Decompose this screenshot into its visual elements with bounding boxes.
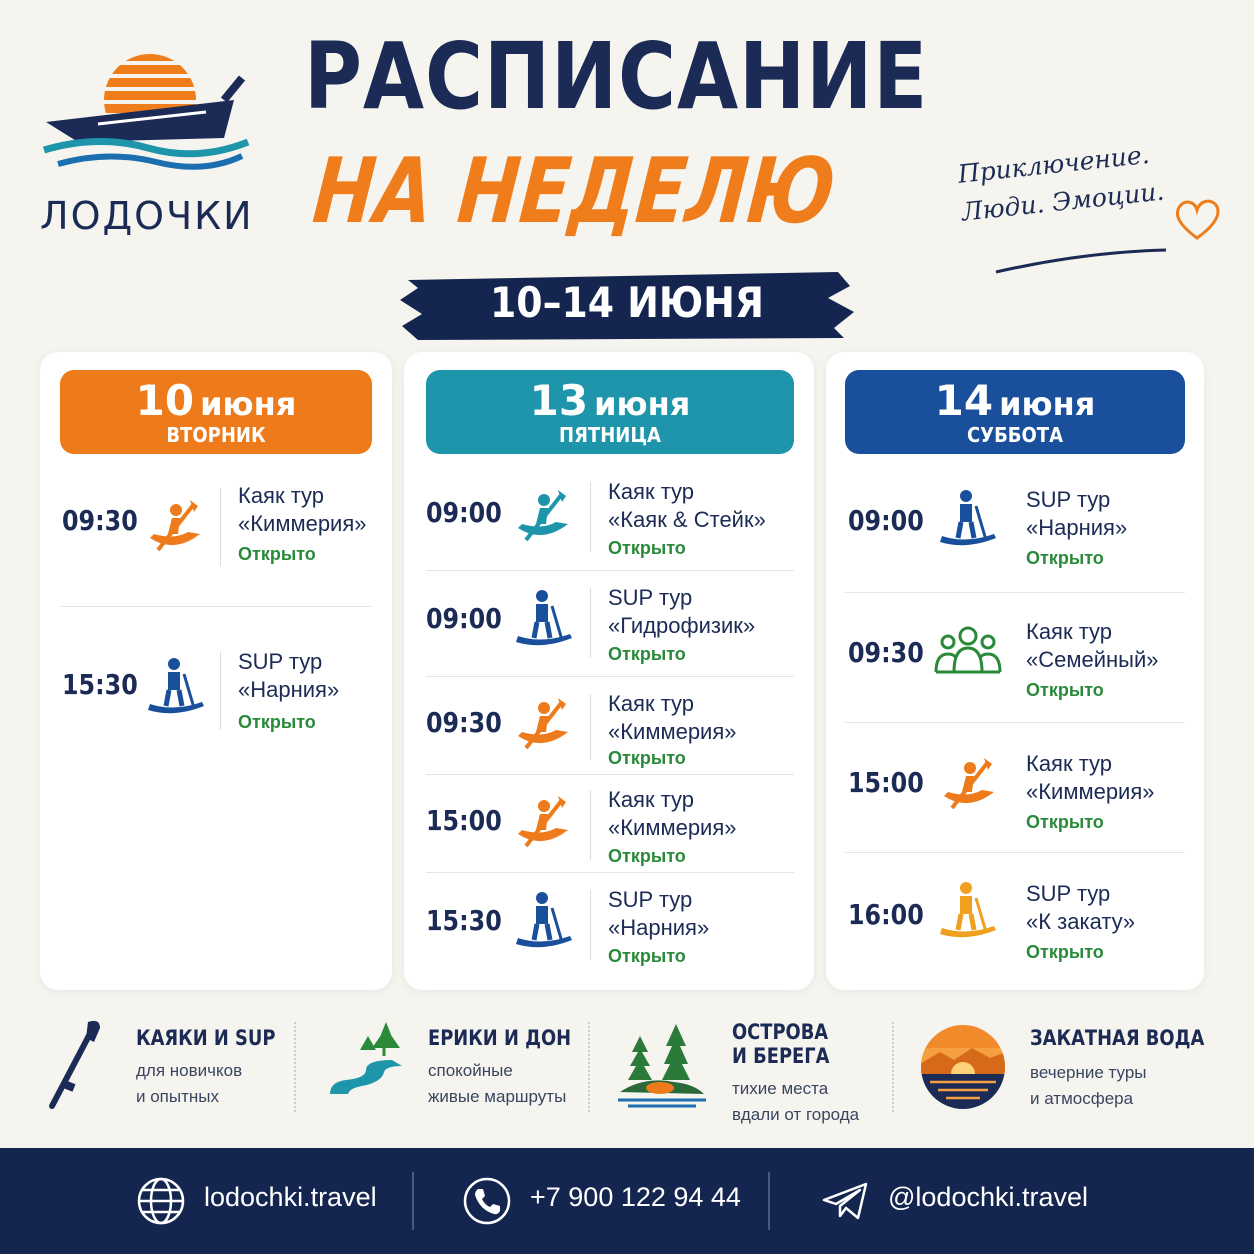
slogan-underline (994, 246, 1170, 276)
day-month: июня (594, 385, 691, 423)
event-time: 16:00 (848, 898, 924, 931)
event-name-line1: Каяк тур (1026, 751, 1113, 776)
event-time: 15:30 (62, 668, 138, 701)
sup-sunset-icon (936, 880, 1000, 946)
event-status: Открыто (608, 538, 686, 558)
brand-logo (38, 38, 258, 238)
paddle-icon (44, 1018, 104, 1112)
schedule-row[interactable] (424, 786, 792, 886)
event-status: Открыто (238, 544, 316, 564)
event-name-line2: «Гидрофизик» (608, 613, 756, 638)
day-month: июня (999, 385, 1096, 423)
phone-link[interactable] (462, 1148, 742, 1254)
globe-icon (136, 1176, 186, 1226)
event-time: 09:30 (62, 504, 138, 537)
event-name-line1: SUP тур (1026, 487, 1111, 512)
phone-text: +7 900 122 94 44 (530, 1182, 741, 1212)
sunset-icon (920, 1024, 1006, 1110)
day-header (426, 370, 794, 454)
event-name-line1: Каяк тур (238, 483, 325, 508)
event-name-line2: «Каяк & Стейк» (608, 507, 766, 532)
event-name-line2: «Нарния» (238, 677, 340, 702)
event-name-line1: Каяк тур (608, 691, 695, 716)
feature-title-line2: И БЕРЕГА (732, 1044, 830, 1068)
sup-icon (512, 588, 576, 652)
event-status: Открыто (238, 712, 316, 732)
day-column-2 (404, 352, 814, 990)
sup-icon (512, 890, 576, 954)
kayak-icon (144, 498, 204, 558)
feature-title: КАЯКИ И SUP (136, 1026, 276, 1050)
boat-sun-icon (38, 38, 258, 188)
kayak-icon (512, 488, 572, 548)
event-time: 09:00 (848, 504, 924, 537)
telegram-link[interactable] (820, 1148, 1090, 1254)
kayak-icon (512, 794, 572, 854)
day-weekday: ВТОРНИК (166, 423, 266, 447)
river-icon (326, 1018, 404, 1098)
family-icon (934, 626, 1002, 676)
slogan-line-2: Люди. Эмоции. (960, 176, 1166, 227)
date-range-banner (398, 268, 856, 342)
telegram-text: @lodochki.travel (888, 1182, 1088, 1212)
event-time: 15:30 (426, 904, 502, 937)
schedule-row[interactable] (846, 486, 1186, 586)
day-month: июня (200, 385, 297, 423)
kayak-icon (512, 696, 572, 756)
sup-icon (144, 656, 208, 720)
event-name-line2: «Нарния» (608, 915, 710, 940)
event-status: Открыто (608, 846, 686, 866)
day-weekday: СУББОТА (966, 423, 1064, 447)
website-text: lodochki.travel (204, 1182, 377, 1212)
phone-icon (462, 1176, 512, 1226)
schedule-row[interactable] (424, 886, 792, 986)
day-column-1 (40, 352, 392, 990)
feature-desc-line2: живые маршруты (428, 1087, 567, 1106)
feature-title: ОСТРОВА (732, 1020, 829, 1044)
kayak-icon (938, 756, 998, 816)
event-time: 09:00 (426, 602, 502, 635)
event-time: 15:00 (848, 766, 924, 799)
event-time: 09:30 (426, 706, 502, 739)
feature-desc-line1: вечерние туры (1030, 1063, 1147, 1082)
event-name-line1: Каяк тур (608, 787, 695, 812)
event-name-line1: SUP тур (608, 585, 693, 610)
event-name-line2: «Киммерия» (1026, 779, 1155, 804)
event-name-line2: «К закату» (1026, 909, 1136, 934)
schedule-row[interactable] (60, 482, 372, 582)
event-status: Открыто (608, 644, 686, 664)
event-status: Открыто (1026, 548, 1104, 568)
event-name-line1: SUP тур (238, 649, 323, 674)
schedule-row[interactable] (846, 750, 1186, 850)
event-name-line2: «Семейный» (1026, 647, 1159, 672)
day-header (845, 370, 1185, 454)
event-status: Открыто (1026, 942, 1104, 962)
feature-kayaks-sup (44, 1016, 284, 1126)
event-status: Открыто (1026, 680, 1104, 700)
feature-desc-line1: спокойные (428, 1061, 513, 1080)
footer (0, 1148, 1254, 1254)
event-name-line1: SUP тур (1026, 881, 1111, 906)
event-name-line1: Каяк тур (1026, 619, 1113, 644)
feature-title: ЕРИКИ И ДОН (428, 1026, 572, 1050)
event-time: 09:30 (848, 636, 924, 669)
schedule-row[interactable] (846, 618, 1186, 718)
page-subtitle: НА НЕДЕЛЮ (309, 139, 840, 244)
schedule-row[interactable] (846, 880, 1186, 980)
day-number: 10 (135, 376, 195, 425)
event-status: Открыто (1026, 812, 1104, 832)
schedule-row[interactable] (60, 648, 372, 748)
feature-desc-line2: вдали от города (732, 1105, 860, 1124)
feature-islands (614, 1016, 884, 1126)
day-column-3 (826, 352, 1204, 990)
event-time: 09:00 (426, 496, 502, 529)
event-name-line2: «Киммерия» (238, 511, 367, 536)
day-weekday: ПЯТНИЦА (559, 423, 661, 447)
day-number: 13 (529, 376, 589, 425)
event-status: Открыто (608, 946, 686, 966)
brand-name: ЛОДОЧКИ (40, 194, 254, 238)
page-title: РАСПИСАНИЕ (304, 23, 929, 130)
day-number: 14 (934, 376, 994, 425)
slogan-line-1: Приключение. (956, 139, 1151, 189)
feature-desc-line2: и атмосфера (1030, 1089, 1134, 1108)
feature-desc-line1: для новичков (136, 1061, 243, 1080)
island-icon (614, 1016, 710, 1112)
event-name-line2: «Киммерия» (608, 815, 737, 840)
schedule-row[interactable] (424, 584, 792, 684)
event-name-line1: SUP тур (608, 887, 693, 912)
event-status: Открыто (608, 748, 686, 768)
website-link[interactable] (136, 1148, 376, 1254)
feature-desc-line1: тихие места (732, 1079, 829, 1098)
feature-eriki-don (326, 1016, 586, 1126)
event-name-line1: Каяк тур (608, 479, 695, 504)
day-header (60, 370, 372, 454)
event-name-line2: «Нарния» (1026, 515, 1128, 540)
event-name-line2: «Киммерия» (608, 719, 737, 744)
schedule-row[interactable] (424, 690, 792, 790)
schedule-row[interactable] (424, 478, 792, 578)
feature-sunset-water (920, 1016, 1220, 1126)
feature-desc-line2: и опытных (136, 1087, 219, 1106)
sup-icon (936, 488, 1000, 554)
date-range: 10–14 ИЮНЯ (489, 278, 765, 327)
feature-title: ЗАКАТНАЯ ВОДА (1030, 1026, 1205, 1050)
telegram-icon (820, 1176, 870, 1226)
event-time: 15:00 (426, 804, 502, 837)
heart-icon (1172, 196, 1222, 242)
